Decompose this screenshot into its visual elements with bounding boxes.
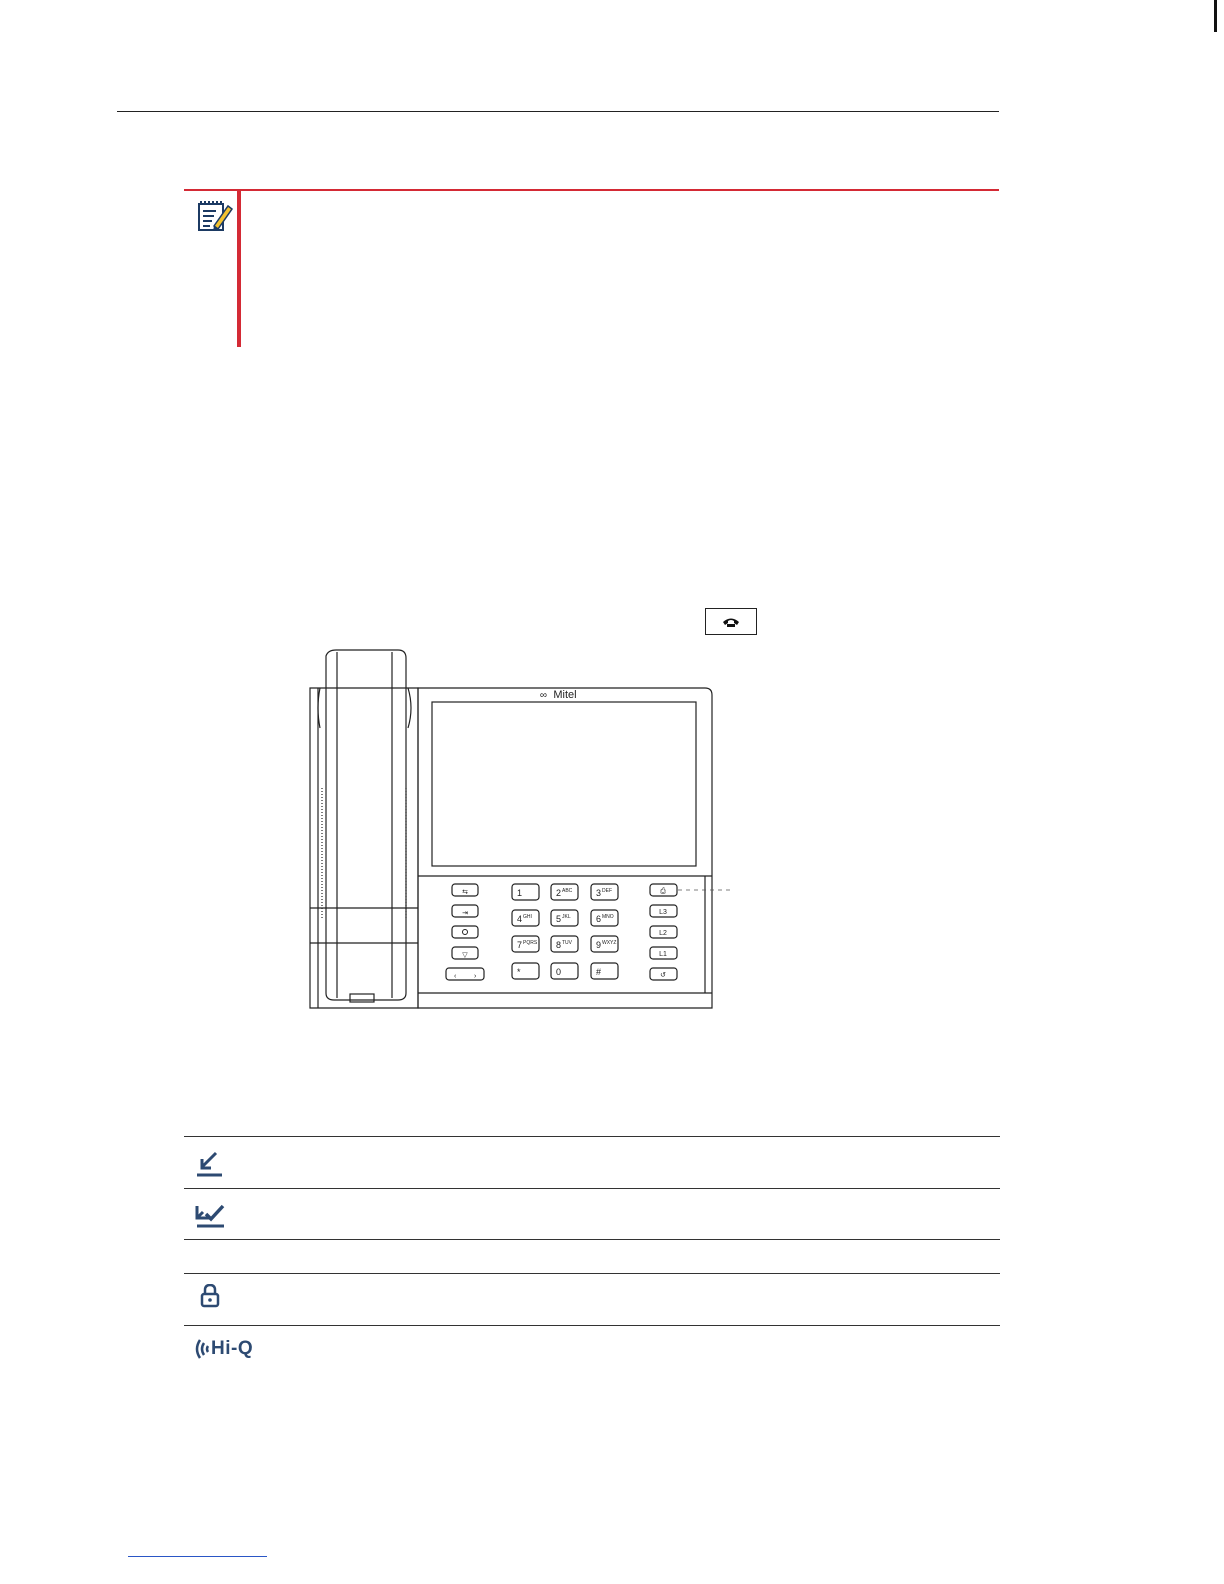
- keypad-letters: ABC: [562, 888, 573, 894]
- svg-text:⇥: ⇥: [462, 910, 468, 917]
- table-row: [184, 1273, 1000, 1326]
- table-row: [184, 1188, 1000, 1240]
- keypad-letters: TUV: [562, 940, 572, 946]
- table-row: [184, 1136, 1000, 1189]
- lock-icon: [200, 1284, 220, 1313]
- footer-link[interactable]: [128, 1556, 267, 1557]
- answered-call-icon: [194, 1200, 228, 1235]
- keypad-digit: 5: [556, 914, 562, 924]
- keypad-digit: 8: [556, 940, 562, 950]
- page-edge-tab: [1214, 0, 1217, 32]
- line-key-L1: L1: [659, 951, 667, 958]
- svg-text:‹: ‹: [454, 973, 457, 980]
- keypad-letters: MNO: [602, 914, 614, 920]
- keypad-letters: GHI: [523, 914, 532, 920]
- desk-phone-illustration: [300, 648, 740, 1014]
- keypad-digit: 4: [517, 914, 523, 924]
- hi-q-label: Hi-Q: [211, 1338, 254, 1359]
- line-key-L3: L3: [659, 909, 667, 916]
- line-key-L2: L2: [659, 930, 667, 937]
- svg-text:⇆: ⇆: [462, 889, 468, 896]
- keypad-digit: 0: [556, 967, 562, 977]
- svg-text:↺: ↺: [660, 972, 666, 979]
- keypad-digit: *: [517, 967, 521, 977]
- keypad-digit: 1: [517, 888, 523, 898]
- table-row: [184, 1325, 1000, 1386]
- header-rule: [117, 111, 999, 112]
- note-side-bar: [237, 191, 241, 347]
- keypad-digit: 3: [596, 888, 602, 898]
- keypad-digit: 7: [517, 940, 523, 950]
- keypad-letters: DEF: [602, 888, 612, 894]
- hi-q-icon: [194, 1338, 253, 1360]
- svg-text:›: ›: [474, 973, 477, 980]
- keypad-digit: 6: [596, 914, 602, 924]
- svg-text:▽: ▽: [462, 952, 468, 959]
- svg-text:⎙: ⎙: [660, 888, 666, 895]
- keypad-letters: JKL: [562, 914, 571, 920]
- keypad-digit: #: [596, 967, 602, 977]
- hangup-key-icon: [705, 608, 757, 635]
- keypad-letters: PQRS: [523, 940, 538, 946]
- phone-brand: Mitel: [553, 689, 577, 701]
- note-top-rule: [184, 189, 999, 191]
- table-row: [184, 1239, 1000, 1274]
- svg-text:∞: ∞: [539, 690, 547, 701]
- keypad-digit: 2: [556, 888, 562, 898]
- keypad-digit: 9: [596, 940, 602, 950]
- keypad-letters: WXYZ: [602, 940, 617, 946]
- note-pencil-icon: [196, 198, 236, 234]
- incoming-call-icon: [194, 1149, 224, 1184]
